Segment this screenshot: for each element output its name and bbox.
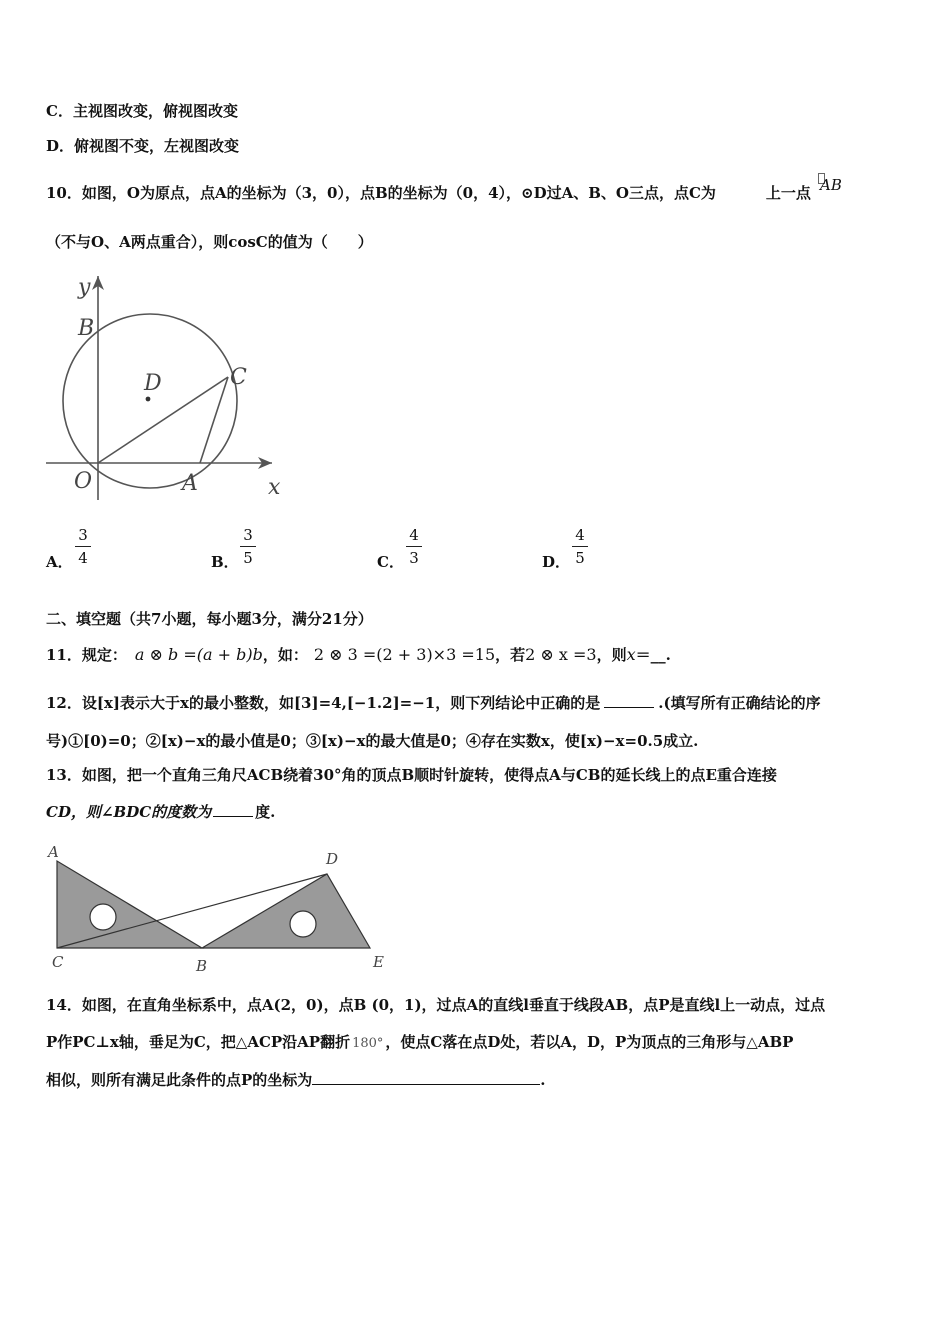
q10-option-a-num: 3 [78,526,88,544]
q11-mid: ，如： [262,646,308,664]
q12-answer-blank[interactable] [604,707,654,708]
q10-text-1: 10．如图，O为原点，点A的坐标为（3，0），点B的坐标为（0，4），⊙D过A、B、O三点，点C为 [46,184,716,202]
q11-then: ，则 [596,646,627,664]
q9-option-c: C．主视图改变，俯视图改变 [46,102,238,120]
q14-answer-blank[interactable] [312,1084,540,1085]
q13-line2 [46,802,275,822]
section-heading: 二、填空题（共7小题，每小题3分，满分21分） [46,610,373,628]
q10-circle-figure [40,268,285,500]
q13-label-b: B [196,957,208,975]
q10-option-a-den: 4 [78,549,88,567]
q13-label-e: E [373,953,384,971]
label-x: x [268,475,281,500]
label-y: y [78,275,91,300]
q14-line3 [46,1070,546,1090]
q10-option-d-num: 4 [575,526,585,544]
q10-option-b-label: B． [211,553,239,571]
label-d: D [144,371,162,396]
q13-label-c: C [52,953,64,971]
q11-prefix: 11．规定： [46,646,127,664]
q10-option-c-label: C． [377,553,404,571]
q10-option-a-fraction [75,526,91,567]
label-c: C [230,365,247,390]
q14-text-3b: . [540,1071,546,1089]
q11-line [46,645,671,665]
label-a: A [182,471,198,496]
q14-degree: 180° [352,1036,384,1051]
label-b: B [78,316,95,341]
q13-text-2a: CD，则∠BDC的度数为 [46,803,212,821]
q13-label-a: A [48,843,59,861]
q14-text-3a: 相似，则所有满足此条件的点P的坐标为 [46,1071,313,1089]
q14-text-2b: ，使点C落在点D处，若以A，D，P为顶点的三角形与△ABP [385,1033,794,1051]
q10-option-d-fraction [572,526,588,567]
q10-stem-line2: （不与O、A两点重合），则cosC的值为（ ） [46,233,373,251]
q13-line1: 13．如图，把一个直角三角尺ACB绕着30°角的顶点B顺时针旋转，使得点A与CB的延长线上的点E重合连接 [46,766,777,784]
q13-label-d: D [326,850,339,868]
q14-text-2a: P作PC⊥x轴，垂足为C，把△ACP沿AP翻折 [46,1033,351,1051]
q11-definition: a ⊗ b =(a + b)b [134,645,263,664]
q10-option-d-den: 5 [575,549,585,567]
q14-line2 [46,1032,793,1054]
q9-option-d: D．俯视图不变，左视图改变 [46,137,240,155]
q11-example: 2 ⊗ 3 =(2 + 3)×3 =15 [313,645,496,664]
q13-text-2b: 度. [255,803,276,821]
q12-line1 [46,693,821,713]
label-o: O [74,469,93,494]
q12-line2: 号)①[0)=0；②[x)−x的最小值是0；③[x)−x的最大值是0；④存在实数x，使[x)−x=0.5成立. [46,732,699,750]
q10-stem-line1 [46,183,811,203]
q11-var: x [626,645,636,664]
q12-text-1-tail: .(填写所有正确结论的序 [658,694,821,712]
q13-triangle-figure [40,840,400,980]
q11-condition: 2 ⊗ x =3 [525,645,597,664]
q12-text-1: 12．设[x]表示大于x的最小整数，如[3]=4,[−1.2]=−1，则下列结论中正确的是 [46,694,601,712]
q10-option-b-den: 5 [243,549,253,567]
q10-option-c-fraction [406,526,422,567]
q11-cond-prefix: ，若 [495,646,526,664]
q10-option-d-label: D． [542,553,571,571]
q10-text-2: 上一点 [765,184,811,202]
q10-option-b-fraction [240,526,256,567]
q10-option-c-den: 3 [409,549,419,567]
q10-arc-label: AB [820,176,842,194]
q13-answer-blank[interactable] [213,816,253,817]
q11-tail: ＝__. [635,646,671,664]
q10-option-a-label: A． [46,553,73,571]
q10-option-b-num: 3 [243,526,253,544]
q10-option-c-num: 4 [409,526,419,544]
q14-line1: 14．如图，在直角坐标系中，点A(2，0)，点B (0，1)，过点A的直线l垂直于线段AB，点P是直线l上一动点，过点 [46,996,826,1014]
